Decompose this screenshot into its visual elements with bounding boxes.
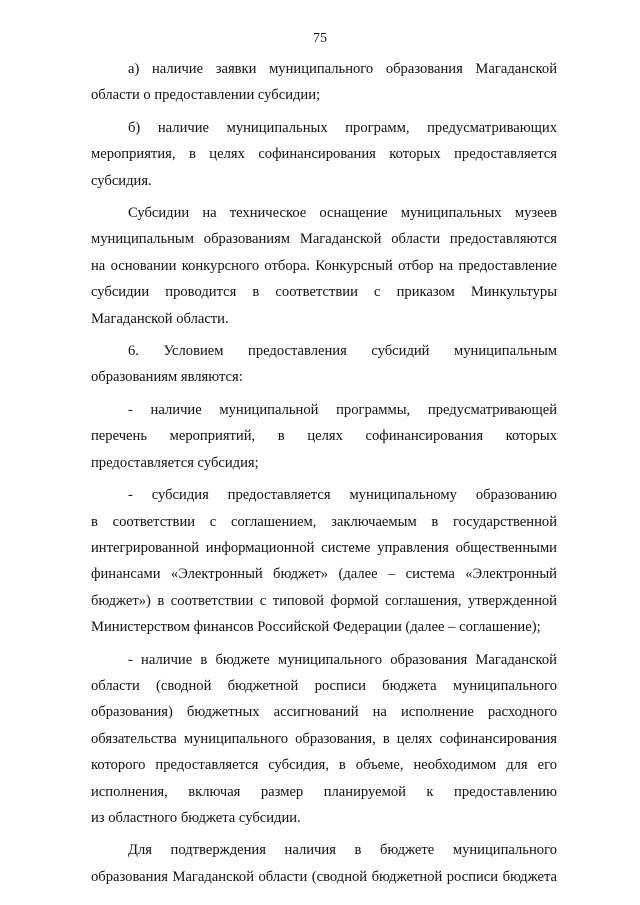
text-line: образования Магаданской области (сводной бюджетной росписи бюджета [91,868,557,885]
text-line: бюджет») в соответствии с типовой формой соглашения, утвержденной [91,592,557,609]
paragraph [91,200,557,332]
paragraph [91,338,557,391]
text-line: финансами «Электронный бюджет» (далее – система «Электронный [91,566,557,583]
text-line: Субсидии на техническое оснащение муниципальных музеев [128,205,557,222]
text-line: муниципальным образованиям Магаданской области предоставляются [91,231,557,248]
text-line: - субсидия предоставляется муниципальному образованию [128,487,557,504]
text-line: 6. Условием предоставления субсидий муниципальным [128,343,557,360]
text-line: мероприятия, в целях софинансирования которых предоставляется [91,146,557,163]
paragraph [91,482,557,640]
text-line: обязательства муниципального образования, в целях софинансирования [91,730,557,747]
text-line: на основании конкурсного отбора. Конкурсный отбор на предоставление [91,257,557,274]
text-line: - наличие муниципальной программы, предусматривающей [128,401,557,418]
text-line: б) наличие муниципальных программ, предусматривающих [128,119,557,136]
text-line: Министерством финансов Российской Федерации (далее – соглашение); [91,619,541,636]
text-line: интегрированной информационной системе управления общественными [91,539,557,556]
text-line: перечень мероприятий, в целях софинансирования которых [91,428,557,445]
text-line: Магаданской области. [91,310,229,327]
text-line: Для подтверждения наличия в бюджете муниципального [128,842,557,859]
paragraph [91,115,557,194]
text-line: субсидия. [91,172,152,189]
paragraph [91,647,557,832]
text-line: в соответствии с соглашением, заключаемым в государственной [91,513,557,530]
text-line: области о предоставлении субсидии; [91,87,321,104]
text-line: области (сводной бюджетной росписи бюджета муниципального [91,677,557,694]
text-line: образованиям являются: [91,369,243,386]
text-line: а) наличие заявки муниципального образования Магаданской [128,61,557,77]
text-line: предоставляется субсидия; [91,454,259,471]
text-line: которого предоставляется субсидия, в объеме, необходимом для его [91,757,557,774]
paragraph [91,397,557,476]
text-line: субсидии проводится в соответствии с приказом Минкультуры [91,284,557,301]
text-line: образования) бюджетных ассигнований на исполнение расходного [91,704,557,721]
text-line: - наличие в бюджете муниципального образования Магаданской [128,651,557,668]
paragraph [91,56,557,109]
paragraph [91,837,557,890]
text-line: исполнения, включая размер планируемой к предоставлению [91,783,557,800]
document-body [91,56,557,890]
page-number: 75 [313,31,327,46]
text-line: из областного бюджета субсидии. [91,809,301,826]
